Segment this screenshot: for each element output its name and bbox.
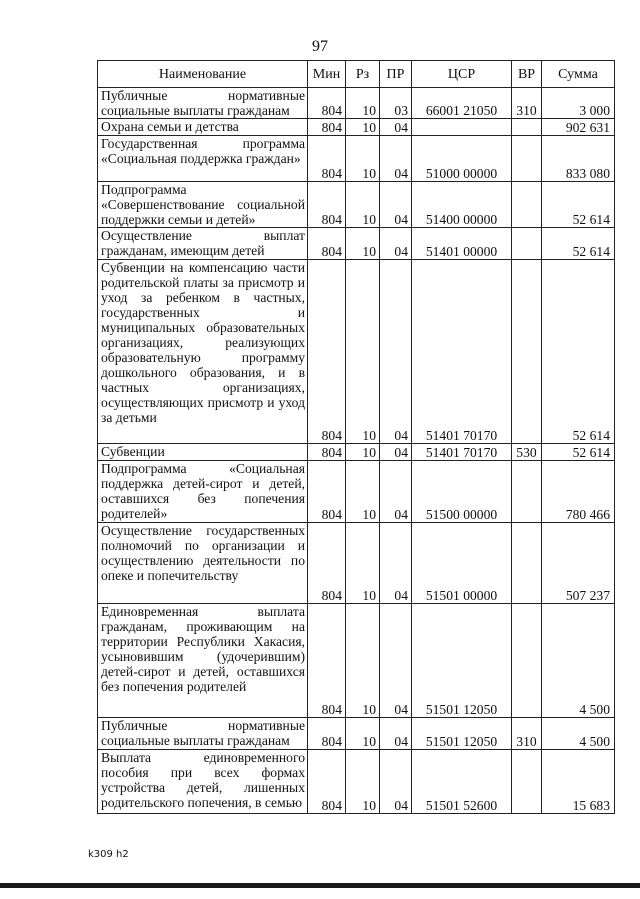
row-csr: 51401 70170	[412, 260, 512, 444]
row-pr: 03	[380, 88, 412, 119]
row-vr	[512, 228, 542, 260]
row-min: 804	[308, 750, 346, 814]
row-rz: 10	[346, 604, 380, 718]
table-row	[98, 182, 615, 228]
row-min: 804	[308, 523, 346, 604]
table-row	[98, 88, 615, 119]
row-name: Государственная программа «Социальная поддержка граждан»	[98, 136, 308, 182]
budget-table	[97, 60, 615, 814]
row-vr: 310	[512, 88, 542, 119]
row-name: Подпрограмма «Социальная поддержка детей-сирот и детей, оставшихся без попечения родителей»	[98, 461, 308, 523]
row-min: 804	[308, 182, 346, 228]
row-pr: 04	[380, 444, 412, 461]
row-pr: 04	[380, 750, 412, 814]
row-pr: 04	[380, 260, 412, 444]
header-csr: ЦСР	[412, 61, 512, 88]
row-sum: 4 500	[542, 718, 615, 750]
row-csr: 51501 52600	[412, 750, 512, 814]
table-row	[98, 444, 615, 461]
row-vr	[512, 260, 542, 444]
row-rz: 10	[346, 750, 380, 814]
row-min: 804	[308, 718, 346, 750]
row-csr: 51400 00000	[412, 182, 512, 228]
row-rz: 10	[346, 228, 380, 260]
table-row	[98, 604, 615, 718]
row-name: Выплата единовременного пособия при всех формах устройства детей, лишенных родительского попечения, в семью	[98, 750, 308, 814]
row-pr: 04	[380, 136, 412, 182]
row-sum: 15 683	[542, 750, 615, 814]
row-csr: 51501 12050	[412, 604, 512, 718]
row-vr	[512, 136, 542, 182]
row-min: 804	[308, 136, 346, 182]
row-rz: 10	[346, 260, 380, 444]
row-pr: 04	[380, 523, 412, 604]
row-sum: 780 466	[542, 461, 615, 523]
page-number: 97	[312, 38, 328, 55]
header-rz: Рз	[346, 61, 380, 88]
table-row	[98, 718, 615, 750]
row-name: Подпрограмма «Совершенствование социальной поддержки семьи и детей»	[98, 182, 308, 228]
row-sum: 902 631	[542, 119, 615, 136]
row-csr: 66001 21050	[412, 88, 512, 119]
row-csr: 51401 00000	[412, 228, 512, 260]
table-row	[98, 260, 615, 444]
table-row	[98, 119, 615, 136]
scan-edge-bar	[0, 883, 640, 888]
row-sum: 4 500	[542, 604, 615, 718]
row-sum: 52 614	[542, 260, 615, 444]
row-min: 804	[308, 260, 346, 444]
table-row	[98, 461, 615, 523]
row-vr: 530	[512, 444, 542, 461]
row-rz: 10	[346, 119, 380, 136]
row-vr: 310	[512, 718, 542, 750]
row-name: Публичные нормативные социальные выплаты гражданам	[98, 718, 308, 750]
row-min: 804	[308, 461, 346, 523]
header-name: Наименование	[98, 61, 308, 88]
row-name: Субвенции	[98, 444, 308, 461]
footer-code: k309 h2	[88, 849, 129, 860]
header-min: Мин	[308, 61, 346, 88]
row-csr: 51501 00000	[412, 523, 512, 604]
row-pr: 04	[380, 228, 412, 260]
row-rz: 10	[346, 182, 380, 228]
row-name: Охрана семьи и детства	[98, 119, 308, 136]
row-sum: 52 614	[542, 228, 615, 260]
row-min: 804	[308, 119, 346, 136]
row-sum: 507 237	[542, 523, 615, 604]
row-pr: 04	[380, 604, 412, 718]
row-min: 804	[308, 228, 346, 260]
row-csr	[412, 119, 512, 136]
row-rz: 10	[346, 718, 380, 750]
row-name: Осуществление государственных полномочий по организации и осуществлению деятельности по опеке и попечительству	[98, 523, 308, 604]
row-sum: 52 614	[542, 182, 615, 228]
row-vr	[512, 523, 542, 604]
row-name: Осуществление выплат гражданам, имеющим детей	[98, 228, 308, 260]
header-sum: Сумма	[542, 61, 615, 88]
row-vr	[512, 604, 542, 718]
row-sum: 3 000	[542, 88, 615, 119]
row-vr	[512, 182, 542, 228]
row-rz: 10	[346, 461, 380, 523]
table-row	[98, 136, 615, 182]
row-sum: 52 614	[542, 444, 615, 461]
table-row	[98, 750, 615, 814]
header-vr: ВР	[512, 61, 542, 88]
row-rz: 10	[346, 136, 380, 182]
row-csr: 51401 70170	[412, 444, 512, 461]
table-header-row	[98, 61, 615, 88]
row-rz: 10	[346, 444, 380, 461]
row-rz: 10	[346, 523, 380, 604]
row-min: 804	[308, 88, 346, 119]
row-name: Единовременная выплата гражданам, проживающим на территории Республики Хакасия, усыновившим (удочерившим) детей-сирот и детей, оставшихся без попечения родителей	[98, 604, 308, 718]
row-min: 804	[308, 444, 346, 461]
row-pr: 04	[380, 182, 412, 228]
row-csr: 51000 00000	[412, 136, 512, 182]
row-vr	[512, 750, 542, 814]
row-csr: 51500 00000	[412, 461, 512, 523]
row-vr	[512, 461, 542, 523]
table-row	[98, 228, 615, 260]
row-pr: 04	[380, 461, 412, 523]
row-name: Субвенции на компенсацию части родительской платы за присмотр и уход за ребенком в частных, государственных и муниципальных образовательных организациях, реализующих образовательную программу дошкольного образования, и в частных организациях, осуществляющих присмотр и уход за детьми	[98, 260, 308, 444]
row-min: 804	[308, 604, 346, 718]
row-rz: 10	[346, 88, 380, 119]
row-sum: 833 080	[542, 136, 615, 182]
row-pr: 04	[380, 119, 412, 136]
table-row	[98, 523, 615, 604]
row-vr	[512, 119, 542, 136]
row-name: Публичные нормативные социальные выплаты гражданам	[98, 88, 308, 119]
header-pr: ПР	[380, 61, 412, 88]
row-csr: 51501 12050	[412, 718, 512, 750]
row-pr: 04	[380, 718, 412, 750]
